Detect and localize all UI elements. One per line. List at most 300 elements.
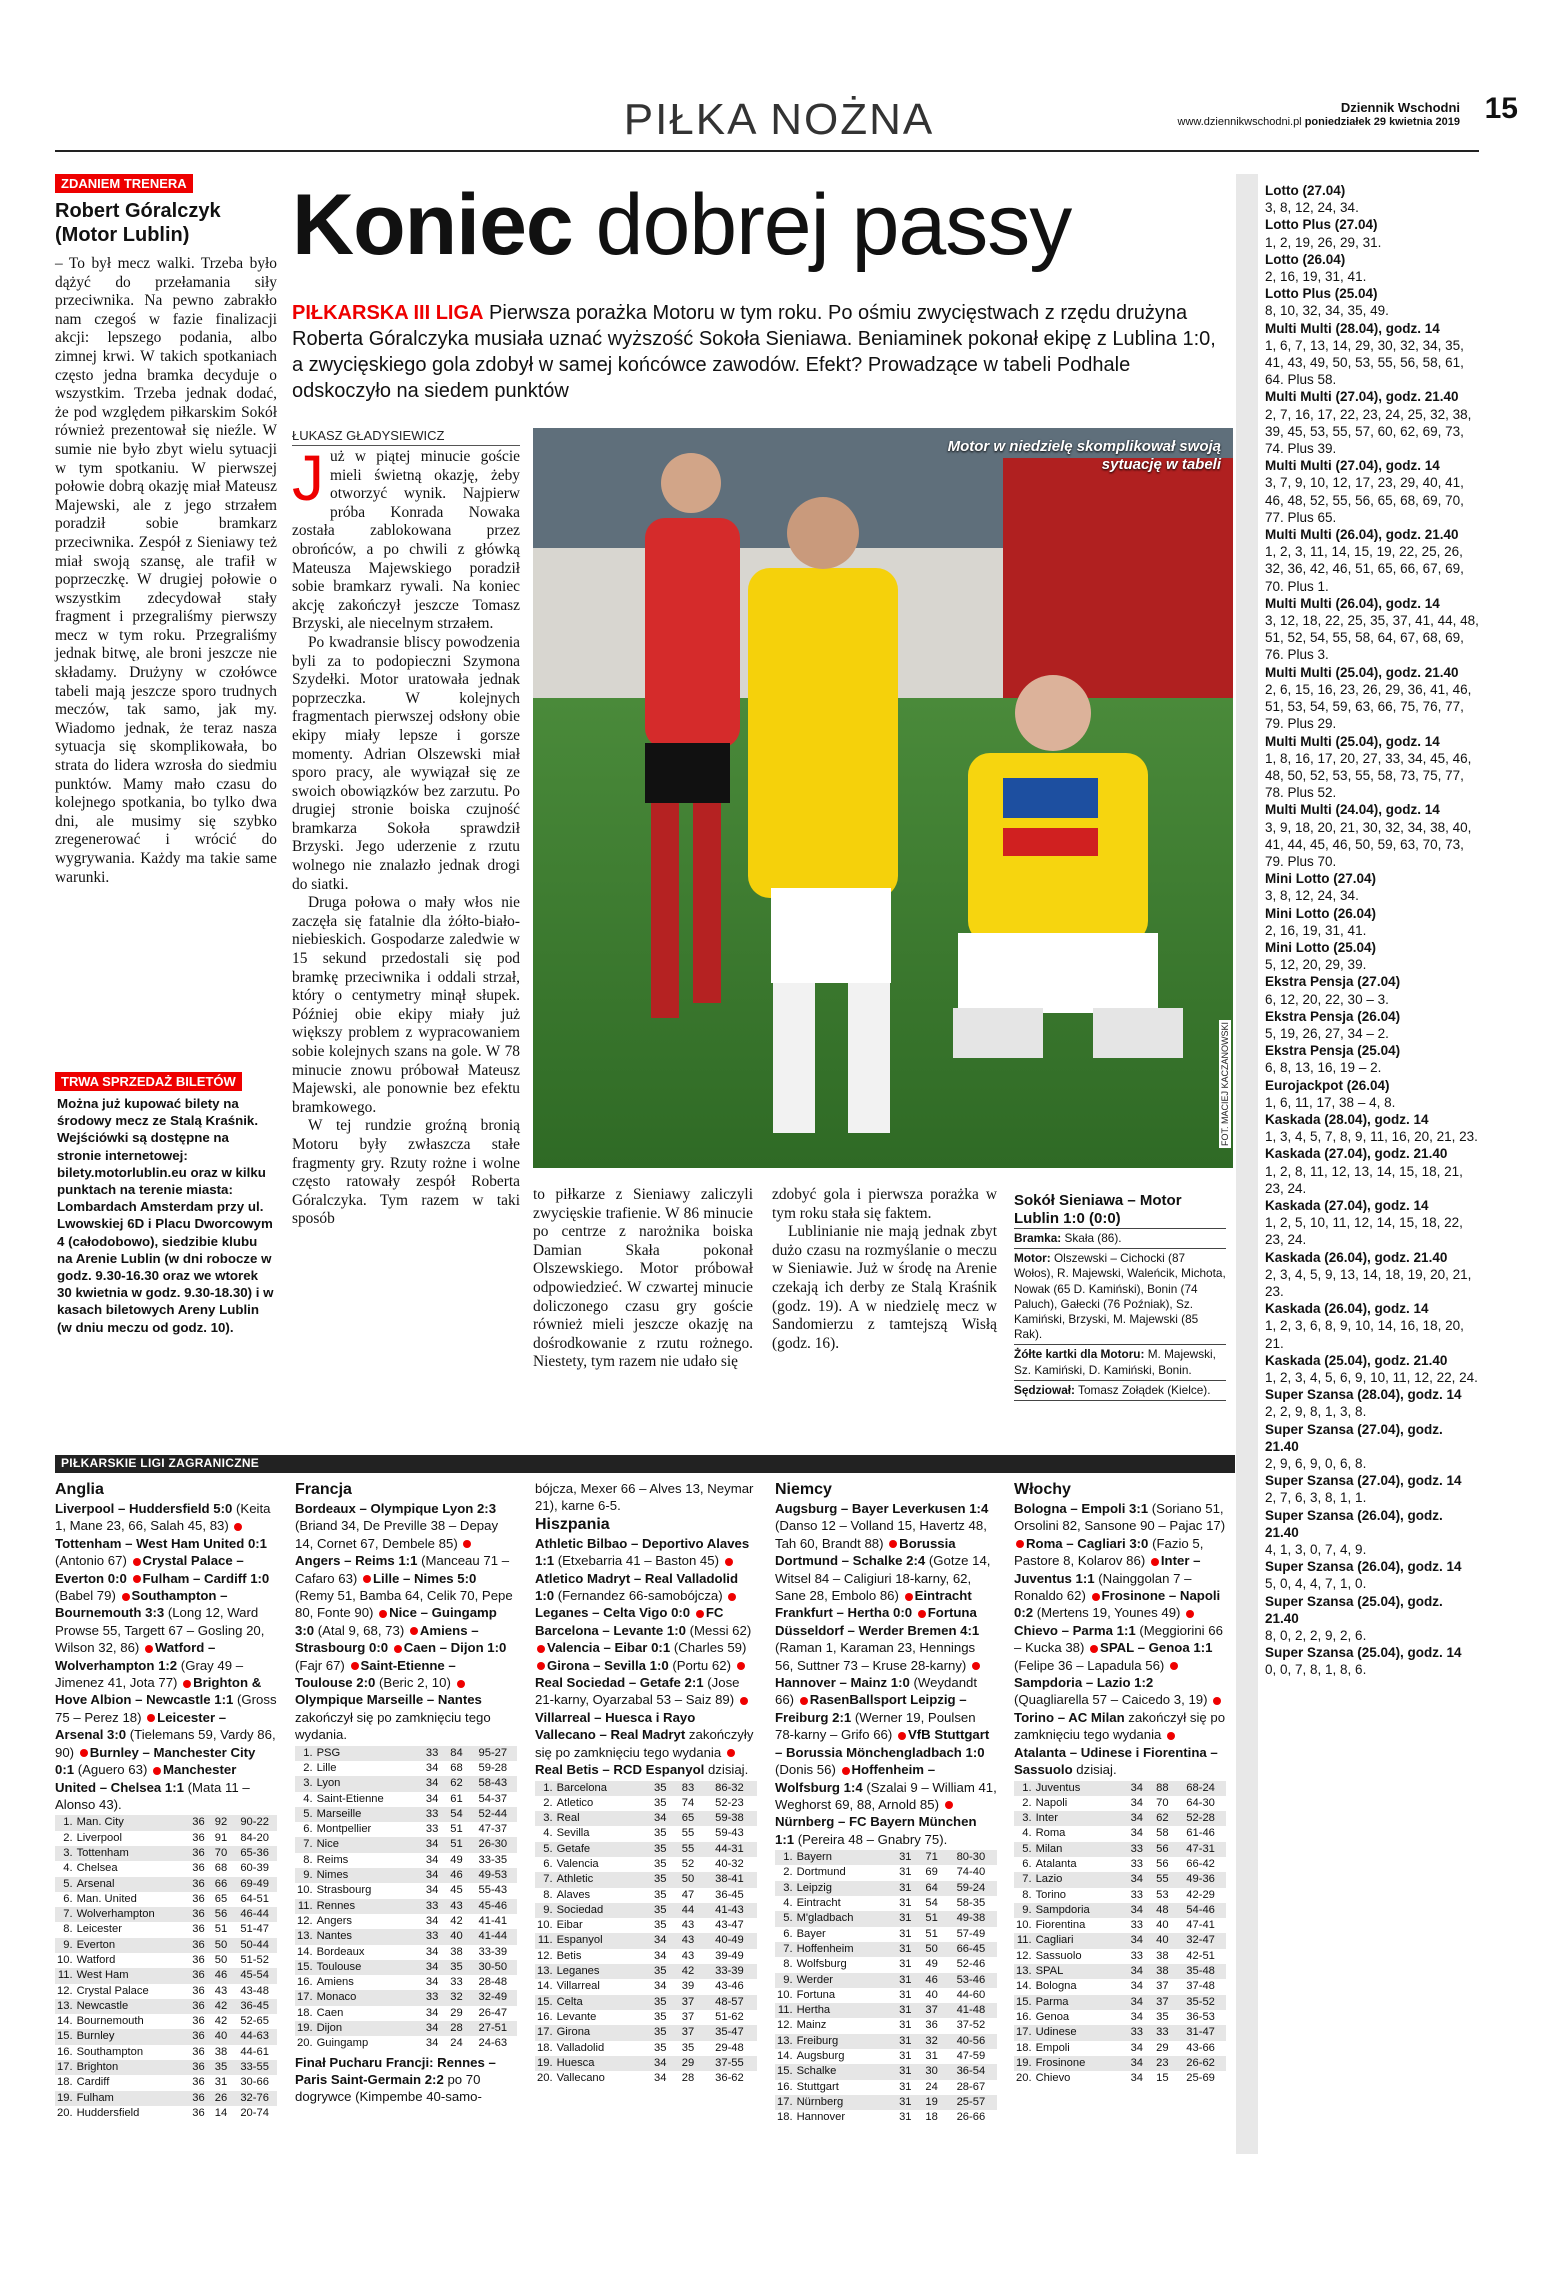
- goals-cell: 42-29: [1186, 1888, 1215, 1901]
- table-row: [535, 1979, 757, 1994]
- team-cell: Villarreal: [556, 1980, 600, 1993]
- goals-cell: 57-49: [956, 1927, 986, 1940]
- coach-quote: – To był mecz walki. Trzeba było dążyć do przełamania siły przeciwnika. Na pewno zabrakło nam czegoś w fazie finalizacji akcji: lepszego podania, albo zimnej krwi. W takich spotkaniach często jedna bramka decyduje o wszystkim. Trzeba jednak dodać, że pod względem piłkarskim Sokół również prezentował się nieźle. W sumie nie było zbyt wielu sytuacji w tym spotkaniu. W pierwszej połowie dobrą okazję miał Mateusz Majewski, ale z jego strzałem poradził sobie bramkarz przeciwnika. Zespół z Sieniawy też miał swoją szansę, ale trafił w poprzeczkę. W drugiej połowie o wszystkim zdecydował stały fragment i przegraliśmy pierwszy mecz w tym roku. Przegraliśmy jednak bitwę, ale broni jeszcze nie składamy. Drużyny w czołówce tabeli mają jeszcze sporo trudnych meczów, tak samo, jak my. Wiadomo jednak, że teraz nasza sytuacja się skomplikowała, bo strata do lidera wzrosła do siedmiu punktów. Mamy mało czasu do kolejnego spotkania, bo tylko dwa dni, ale musimy się szybko zregenerować i wrócić do wygrywania. Każdy ma takie same warunki.: [55, 255, 277, 886]
- match-score: Burnley – Manchester City 0:1: [55, 1744, 256, 1778]
- points-cell: 36: [925, 2019, 938, 2032]
- played-cell: 33: [425, 1899, 439, 1912]
- goals-cell: 49-53: [478, 1869, 508, 1882]
- rank-cell: 17.: [57, 2061, 73, 2074]
- rank-cell: 1.: [783, 1851, 793, 1864]
- match-scorers: (Fernandez 66-samobójcza): [554, 1588, 727, 1604]
- goals-cell: 36-45: [715, 1888, 744, 1901]
- lotto-draw-title: Super Szansa (27.04), godz. 14: [1265, 1473, 1462, 1489]
- played-cell: 33: [425, 1807, 439, 1820]
- goals-cell: 54-37: [478, 1792, 508, 1805]
- played-cell: 34: [1130, 2056, 1144, 2069]
- table-row: [1014, 1918, 1226, 1933]
- points-cell: 15: [1156, 2072, 1169, 2085]
- points-cell: 66: [214, 1877, 228, 1890]
- league-england: [55, 1480, 277, 2123]
- points-cell: 23: [1156, 2056, 1169, 2069]
- points-cell: 39: [681, 1980, 695, 1993]
- points-cell: 42: [214, 2015, 228, 2028]
- team-cell: Freiburg: [796, 2034, 839, 2047]
- table-row: [1014, 1903, 1226, 1918]
- rank-cell: 14.: [297, 1945, 313, 1958]
- played-cell: 35: [654, 1857, 667, 1870]
- match-label: Bramka:: [1014, 1231, 1062, 1245]
- results: [775, 1500, 997, 1848]
- match-scorers: zakończył się po zamknięciu tego wydania: [1014, 1709, 1226, 1743]
- rank-cell: 13.: [537, 1965, 553, 1978]
- goals-cell: 49-36: [1186, 1873, 1215, 1886]
- bullet-icon: [842, 1767, 850, 1775]
- played-cell: 36: [192, 2106, 205, 2119]
- rank-cell: 11.: [297, 1899, 313, 1912]
- points-cell: 51: [925, 1912, 938, 1925]
- bullet-icon: [133, 1558, 141, 1566]
- match-value: Skała (86).: [1064, 1231, 1122, 1245]
- lotto-draw-title: Super Szansa (25.04), godz. 14: [1265, 1645, 1462, 1661]
- team-cell: Udinese: [1035, 2026, 1077, 2039]
- points-cell: 31: [214, 2076, 228, 2089]
- match-title: Sokół Sieniawa – Motor Lublin 1:0 (0:0): [1014, 1192, 1182, 1227]
- lotto-draw-title: Multi Multi (25.04), godz. 21.40: [1265, 664, 1459, 680]
- points-cell: 56: [1156, 1857, 1169, 1870]
- lotto-draw-numbers: 4, 1, 3, 0, 7, 4, 9.: [1265, 1542, 1367, 1558]
- played-cell: 34: [425, 2037, 439, 2050]
- goals-cell: 37-52: [956, 2019, 986, 2032]
- match-score: Real Sociedad – Getafe 2:1: [535, 1675, 704, 1691]
- team-cell: Nice: [316, 1838, 339, 1851]
- points-cell: 50: [214, 1938, 228, 1951]
- header-rule: [55, 150, 1479, 152]
- table-row: [535, 1949, 757, 1964]
- match-score: SPAL – Genoa 1:1: [1100, 1640, 1213, 1656]
- bullet-icon: [1213, 1697, 1221, 1705]
- table-row: [295, 1761, 517, 1776]
- team-cell: Man. City: [76, 1816, 124, 1829]
- table-row: [55, 1907, 277, 1922]
- team-cell: Stuttgart: [796, 2080, 839, 2093]
- match-scorers: (Keita 1, Mane 23, 66, Salah 45, 83): [55, 1501, 271, 1534]
- points-cell: 29: [681, 2056, 695, 2069]
- team-cell: Nantes: [316, 1930, 353, 1943]
- standings-table: [1014, 1781, 1226, 2087]
- team-cell: Man. United: [76, 1892, 137, 1905]
- match-score: Saint-Etienne – Toulouse 2:0: [295, 1657, 456, 1691]
- goals-cell: 41-43: [715, 1903, 744, 1916]
- article-para-5: zdobyć gola i pierwsza porażka w tym roku stała się faktem.: [772, 1186, 997, 1222]
- points-cell: 32: [925, 2034, 938, 2047]
- table-row: [775, 2080, 997, 2095]
- points-cell: 37: [1156, 1980, 1169, 1993]
- table-row: [295, 2006, 517, 2021]
- rank-cell: 3.: [1022, 1812, 1032, 1825]
- rank-cell: 2.: [543, 1796, 553, 1809]
- points-cell: 51: [214, 1923, 228, 1936]
- played-cell: 36: [192, 1862, 205, 1875]
- bullet-icon: [740, 1697, 748, 1705]
- played-cell: 31: [899, 2095, 912, 2108]
- rank-cell: 16.: [537, 2010, 553, 2023]
- table-row: [55, 1861, 277, 1876]
- table-row: [775, 2064, 997, 2079]
- table-row: [535, 2071, 757, 2086]
- match-score: Caen – Dijon 1:0: [403, 1640, 507, 1656]
- rank-cell: 8.: [543, 1888, 553, 1901]
- lotto-draw-numbers: 8, 0, 2, 2, 9, 2, 6.: [1265, 1628, 1367, 1644]
- team-cell: Espanyol: [556, 1934, 603, 1947]
- match-label: Żółte kartki dla Motoru:: [1014, 1347, 1145, 1362]
- points-cell: 49: [925, 1958, 938, 1971]
- goals-cell: 64-51: [240, 1892, 269, 1905]
- article-column-1: [292, 442, 520, 1229]
- match-scorers: (Gross 75 – Perez 18): [55, 1692, 277, 1725]
- match-score: Augsburg – Bayer Leverkusen 1:4: [775, 1501, 989, 1516]
- points-cell: 38: [450, 1945, 463, 1958]
- rank-cell: 7.: [783, 1942, 793, 1955]
- article-para-3: Druga połowa o mały włos nie zaczęła się fatalnie dla żółto-biało-niebieskich. Gospodarze zaledwie w 15 sekund przedostali się pod bramkę przeciwnika i oddali strzał, który o centymetry minął słupek. Później obie ekipy miały już większy problem z wypracowaniem sobie kolejnych szans na gole. W 78 minucie znowu próbował Mateusz Majewski, ale ponownie bez efektu bramkowego.: [292, 894, 520, 1116]
- points-cell: 37: [681, 2026, 695, 2039]
- results: [295, 1500, 517, 1744]
- played-cell: 33: [425, 1746, 439, 1759]
- match-score: Nice – Guingamp 3:0: [295, 1605, 497, 1638]
- lotto-draw-numbers: 1, 8, 16, 17, 20, 27, 33, 34, 45, 46, 48, 50, 52, 53, 55, 58, 73, 75, 77, 78. Plus 52.: [1265, 750, 1472, 801]
- lotto-draw-numbers: 1, 2, 3, 11, 14, 15, 19, 22, 25, 26, 32, 36, 42, 46, 51, 65, 66, 67, 69, 70. Plus 1.: [1265, 544, 1464, 594]
- played-cell: 31: [899, 1988, 912, 2001]
- rank-cell: 7.: [1022, 1873, 1032, 1886]
- team-cell: Hertha: [796, 2004, 831, 2017]
- table-row: [1014, 1811, 1226, 1826]
- photo-illustration: [533, 428, 1233, 1168]
- table-row: [295, 1792, 517, 1807]
- rank-cell: 6.: [543, 1857, 553, 1870]
- rank-cell: 10.: [297, 1884, 313, 1897]
- lotto-draw-title: Multi Multi (26.04), godz. 14: [1265, 595, 1440, 611]
- rank-cell: 14.: [1016, 1980, 1032, 1993]
- bullet-icon: [363, 1575, 371, 1583]
- table-row: [1014, 1857, 1226, 1872]
- league-germany: [775, 1480, 997, 2127]
- standings-table: [295, 1746, 517, 2052]
- masthead-info: [1178, 100, 1460, 130]
- table-row: [775, 1942, 997, 1957]
- bullet-icon: [351, 1662, 359, 1670]
- goals-cell: 52-28: [1186, 1812, 1215, 1825]
- results: [1014, 1500, 1226, 1779]
- lotto-draw-numbers: 5, 19, 26, 27, 34 – 2.: [1265, 1025, 1389, 1041]
- table-row: [55, 1846, 277, 1861]
- team-cell: Crystal Palace: [76, 1984, 149, 1997]
- goals-cell: 24-63: [478, 2037, 508, 2050]
- goals-cell: 41-41: [478, 1914, 508, 1927]
- match-score: Leganes – Celta Vigo 0:0: [535, 1605, 691, 1621]
- team-cell: Hoffenheim: [796, 1942, 854, 1955]
- team-cell: Chelsea: [76, 1862, 118, 1875]
- played-cell: 34: [425, 1884, 439, 1897]
- match-scorers: zakończyły się po zamknięciu tego wydania: [535, 1727, 754, 1760]
- played-cell: 34: [1130, 1781, 1144, 1794]
- section-title: PIŁKA NOŻNA: [623, 95, 935, 144]
- goals-cell: 66-42: [1186, 1857, 1215, 1870]
- played-cell: 36: [192, 1953, 205, 1966]
- team-cell: Vallecano: [556, 2072, 605, 2085]
- goals-cell: 26-30: [478, 1838, 508, 1851]
- goals-cell: 40-49: [715, 1934, 744, 1947]
- lead-text: Pierwsza porażka Motoru w tym roku. Po ośmiu zwycięstwach z rzędu drużyna Roberta Góralczyka musiała uznać wyższość Sokoła Sieniawa. Beniaminek pokonał ekipę z Lublina 1:0, a zwycięskiego gola zdobył w samej końcówce zawodów. Efekt? Prowadzące w tabeli Podhale odskoczyło na siedem punktów: [292, 302, 1216, 402]
- played-cell: 35: [654, 1796, 667, 1809]
- table-row: [775, 1865, 997, 1880]
- played-cell: 34: [425, 1777, 439, 1790]
- rank-cell: 20.: [537, 2072, 553, 2085]
- match-score: Atalanta – Udinese i Fiorentina – Sassuolo: [1014, 1744, 1218, 1778]
- goals-cell: 69-49: [240, 1877, 269, 1890]
- bullet-icon: [905, 1593, 913, 1601]
- played-cell: 33: [1130, 1919, 1144, 1932]
- match-score: Crystal Palace – Everton 0:0: [55, 1553, 244, 1586]
- points-cell: 43: [681, 1934, 695, 1947]
- points-cell: 37: [925, 2004, 938, 2017]
- goals-cell: 47-31: [1186, 1842, 1215, 1855]
- table-row: [55, 2075, 277, 2090]
- rank-cell: 12.: [537, 1949, 553, 1962]
- played-cell: 33: [1130, 1857, 1144, 1870]
- goals-cell: 51-52: [240, 1953, 269, 1966]
- lotto-results: [1265, 182, 1480, 1679]
- team-cell: Betis: [556, 1949, 582, 1962]
- article-column-2: to piłkarze z Sieniawy zaliczyli zwycięskie trafienie. W 86 minucie po centrze z narożnika boiska Damian Skała pokonał Olszewskiego. Motor próbował odpowiedzieć. W czwartej minucie doliczonego czasu gry goście również mieli jeszcze okazję na dośrodkowanie z rzutu rożnego. Niestety, tym razem nie udało się: [533, 1186, 753, 1371]
- points-cell: 29: [450, 2006, 463, 2019]
- goals-cell: 44-61: [240, 2045, 269, 2058]
- goals-cell: 58-35: [956, 1897, 986, 1910]
- goals-cell: 40-32: [715, 1857, 744, 1870]
- match-score: Inter – Juventus 1:1: [1014, 1553, 1201, 1586]
- played-cell: 33: [425, 1823, 439, 1836]
- match-score: Hoffenheim – Wolfsburg 1:4: [775, 1762, 936, 1795]
- goals-cell: 40-56: [956, 2034, 986, 2047]
- played-cell: 34: [1130, 1980, 1144, 1993]
- bullet-icon: [537, 1645, 545, 1653]
- match-score: Manchester United – Chelsea 1:1: [55, 1762, 237, 1795]
- goals-cell: 55-43: [478, 1884, 508, 1897]
- table-row: [1014, 1826, 1226, 1841]
- table-row: [295, 1853, 517, 1868]
- lotto-draw-numbers: 3, 8, 12, 24, 34.: [1265, 888, 1359, 904]
- rank-cell: 19.: [537, 2056, 553, 2069]
- match-scorers: dzisiaj.: [1072, 1762, 1117, 1778]
- team-cell: Lyon: [316, 1777, 341, 1790]
- table-row: [535, 1811, 757, 1826]
- played-cell: 35: [654, 1919, 667, 1932]
- lotto-draw-title: Multi Multi (27.04), godz. 14: [1265, 458, 1440, 474]
- rank-cell: 12.: [297, 1914, 313, 1927]
- table-row: [295, 1746, 517, 1761]
- goals-cell: 51-47: [240, 1923, 269, 1936]
- match-scorers: (Remy 51, Bamba 64, Celik 70, Pepe 80, Fonte 90): [295, 1588, 513, 1621]
- goals-cell: 51-62: [715, 2010, 744, 2023]
- played-cell: 34: [425, 1914, 439, 1927]
- table-row: [535, 1842, 757, 1857]
- match-scorers: (Beric 2, 10): [375, 1675, 455, 1691]
- played-cell: 34: [654, 2072, 667, 2085]
- lotto-draw-numbers: 6, 8, 13, 16, 19 – 2.: [1265, 1060, 1382, 1076]
- bullet-icon: [972, 1662, 980, 1670]
- lotto-draw-numbers: 1, 2, 3, 4, 5, 6, 9, 10, 11, 12, 22, 24.: [1265, 1370, 1478, 1386]
- bullet-icon: [147, 1714, 155, 1722]
- bullet-icon: [898, 1732, 906, 1740]
- lotto-draw-numbers: 2, 7, 16, 17, 22, 23, 24, 25, 32, 38, 39, 45, 53, 55, 57, 60, 62, 69, 73, 74. Plus 39.: [1265, 406, 1472, 457]
- team-cell: Tottenham: [76, 1846, 129, 1859]
- goals-cell: 30-66: [240, 2076, 269, 2089]
- table-row: [55, 2029, 277, 2044]
- lotto-draw-numbers: 2, 2, 9, 8, 1, 3, 8.: [1265, 1404, 1367, 1420]
- team-cell: Sassuolo: [1035, 1949, 1082, 1962]
- played-cell: 34: [425, 1960, 439, 1973]
- match-score: Villarreal – Huesca i Rayo Vallecano – Real Madryt: [535, 1709, 696, 1743]
- team-cell: Amiens: [316, 1976, 354, 1989]
- team-cell: Eibar: [556, 1919, 583, 1932]
- rank-cell: 4.: [543, 1827, 553, 1840]
- rank-cell: 2.: [1022, 1796, 1032, 1809]
- table-row: [775, 1850, 997, 1865]
- table-row: [295, 2021, 517, 2036]
- rank-cell: 1.: [1022, 1781, 1032, 1794]
- played-cell: 31: [899, 1973, 912, 1986]
- rank-cell: 5.: [543, 1842, 553, 1855]
- lotto-draw-numbers: 1, 3, 4, 5, 7, 8, 9, 11, 16, 20, 21, 23.: [1265, 1129, 1478, 1145]
- match-score: Brighton & Hove Albion – Newcastle 1:1: [55, 1675, 262, 1708]
- lotto-draw-numbers: 2, 7, 6, 3, 8, 1, 1.: [1265, 1490, 1367, 1506]
- cup-final-detail: po 70 dogrywce (Kimpembe 40-samo-: [295, 2072, 482, 2105]
- points-cell: 61: [450, 1792, 463, 1805]
- rank-cell: 4.: [63, 1862, 73, 1875]
- rank-cell: 9.: [783, 1973, 793, 1986]
- rank-cell: 18.: [297, 2006, 313, 2019]
- match-score: Amiens – Strasbourg 0:0: [295, 1622, 479, 1656]
- played-cell: 34: [654, 1934, 667, 1947]
- match-score: Tottenham – West Ham United 0:1: [55, 1535, 268, 1551]
- played-cell: 31: [899, 2004, 912, 2017]
- league-title: Włochy: [1014, 1481, 1071, 1498]
- tickets-box: [55, 1072, 277, 1336]
- coach-tag: ZDANIEM TRENERA: [55, 174, 193, 193]
- match-scorers: (Danso 12 – Volland 15, Havertz 48, Tah 60, Brandt 88): [775, 1518, 987, 1551]
- played-cell: 34: [1130, 2041, 1144, 2054]
- team-cell: Fiorentina: [1035, 1919, 1086, 1932]
- match-score: Sampdoria – Lazio 1:2: [1014, 1675, 1154, 1691]
- team-cell: SPAL: [1035, 1965, 1064, 1978]
- rank-cell: 6.: [783, 1927, 793, 1940]
- points-cell: 31: [925, 2049, 938, 2062]
- tickets-tag: TRWA SPRZEDAŻ BILETÓW: [55, 1072, 242, 1091]
- match-label: Sędziował:: [1014, 1382, 1075, 1397]
- points-cell: 49: [450, 1853, 463, 1866]
- lotto-draw-title: Super Szansa (26.04), godz. 21.40: [1265, 1507, 1443, 1540]
- table-row: [535, 1964, 757, 1979]
- rank-cell: 16.: [297, 1976, 313, 1989]
- table-row: [1014, 1933, 1226, 1948]
- table-row: [1014, 2056, 1226, 2071]
- lotto-draw-title: Super Szansa (27.04), godz. 21.40: [1265, 1421, 1443, 1454]
- rank-cell: 5.: [1022, 1842, 1032, 1855]
- goals-cell: 37-48: [1186, 1980, 1215, 1993]
- lotto-draw-numbers: 3, 12, 18, 22, 25, 35, 37, 41, 44, 48, 51, 52, 54, 55, 58, 64, 67, 68, 69, 76. Plus 3.: [1265, 613, 1479, 663]
- team-cell: Monaco: [316, 1991, 357, 2004]
- match-score: FC Barcelona – Levante 1:0: [535, 1605, 724, 1638]
- table-row: [1014, 1964, 1226, 1979]
- league-title: Francja: [295, 1481, 352, 1498]
- rank-cell: 3.: [543, 1812, 553, 1825]
- rank-cell: 9.: [1022, 1903, 1032, 1916]
- match-result: [535, 1536, 749, 1568]
- coach-name: Robert Góralczyk (Motor Lublin): [55, 200, 221, 246]
- played-cell: 34: [1130, 1827, 1144, 1840]
- played-cell: 34: [425, 2022, 439, 2035]
- rank-cell: 3.: [783, 1881, 793, 1894]
- table-row: [535, 1995, 757, 2010]
- dropcap: J: [292, 442, 324, 514]
- cup-final-continued: bójcza, Mexer 66 – Alves 13, Neymar 21), karne 6-5.: [535, 1481, 754, 1514]
- table-row: [55, 1815, 277, 1830]
- played-cell: 33: [425, 1991, 439, 2004]
- team-cell: Angers: [316, 1914, 353, 1927]
- byline: ŁUKASZ GŁADYSIEWICZ: [292, 428, 520, 446]
- team-cell: Leipzig: [796, 1881, 833, 1894]
- table-row: [1014, 1995, 1226, 2010]
- match-scorers: (Messi 62): [686, 1622, 752, 1638]
- points-cell: 46: [925, 1973, 938, 1986]
- team-cell: Huesca: [556, 2056, 595, 2069]
- rank-cell: 18.: [1016, 2041, 1032, 2054]
- match-scorers: (Soriano 51, Orsolini 82, Sansone 90 – Pajac 17): [1014, 1501, 1226, 1534]
- match-summary: [1014, 1192, 1226, 1401]
- rank-cell: 11.: [57, 1969, 73, 1982]
- rank-cell: 1.: [63, 1816, 73, 1829]
- lotto-draw-title: Mini Lotto (25.04): [1265, 939, 1376, 955]
- points-cell: 83: [681, 1781, 695, 1794]
- lotto-draw-title: Lotto Plus (27.04): [1265, 217, 1378, 233]
- played-cell: 31: [899, 1851, 912, 1864]
- points-cell: 43: [450, 1899, 463, 1912]
- goals-cell: 60-39: [240, 1862, 269, 1875]
- goals-cell: 59-43: [715, 1827, 744, 1840]
- rank-cell: 6.: [1022, 1857, 1032, 1870]
- rank-cell: 10.: [777, 1988, 793, 2001]
- rank-cell: 12.: [57, 1984, 73, 1997]
- table-row: [295, 1975, 517, 1990]
- bullet-icon: [725, 1558, 733, 1566]
- team-cell: Everton: [76, 1938, 116, 1951]
- points-cell: 92: [214, 1816, 228, 1829]
- played-cell: 35: [654, 1781, 667, 1794]
- match-scorers: (Charles 59): [670, 1640, 747, 1656]
- lotto-draw-title: Kaskada (25.04), godz. 21.40: [1265, 1352, 1448, 1368]
- lotto-draw-numbers: 1, 2, 19, 26, 29, 31.: [1265, 234, 1382, 250]
- rank-cell: 15.: [537, 1995, 553, 2008]
- match-score: Girona – Sevilla 1:0: [547, 1657, 669, 1673]
- played-cell: 36: [192, 1938, 205, 1951]
- match-score: Lille – Nimes 5:0: [372, 1570, 477, 1586]
- paper-url[interactable]: www.dziennikwschodni.pl: [1177, 116, 1302, 128]
- points-cell: 62: [1156, 1812, 1169, 1825]
- match-photo[interactable]: [533, 428, 1233, 1168]
- lotto-draw-title: Super Szansa (25.04), godz. 21.40: [1265, 1593, 1443, 1626]
- points-cell: 38: [214, 2045, 228, 2058]
- played-cell: 31: [899, 2049, 912, 2062]
- match-row-lineup: [1014, 1248, 1226, 1344]
- points-cell: 65: [214, 1892, 228, 1905]
